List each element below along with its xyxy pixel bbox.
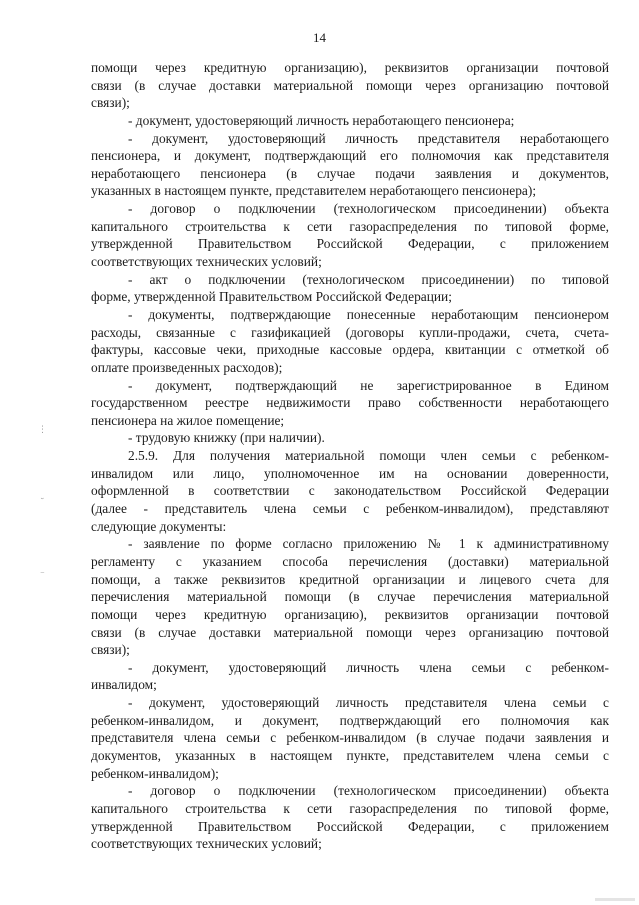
- text-line: представителя члена семьи с ребенком-инвалидом (в случае подачи заявления и: [91, 730, 609, 746]
- text-line: - документ, удостоверяющий личность члена семьи с ребенком-: [128, 659, 609, 675]
- text-line: оплате произведенных расходов);: [91, 359, 283, 375]
- text-line: связи (в случае доставки материальной помощи через организацию почтовой: [91, 624, 609, 640]
- text-line: - договор о подключении (технологическом присоединении) объекта: [128, 201, 609, 217]
- text-line: соответствующих технических условий;: [91, 254, 322, 270]
- text-line: утвержденной Правительством Российской Федерации, с приложением: [91, 236, 609, 252]
- scan-margin-mark: ⋮: [38, 425, 47, 435]
- text-line: инвалидом;: [91, 677, 157, 693]
- text-line: перечисления материальной помощи (в случае перечисления материальной: [91, 589, 609, 605]
- text-line: ребенком-инвалидом, и документ, подтверждающий его полномочия как: [91, 712, 609, 728]
- text-line: неработающего пенсионера (в случае подачи заявления и документов,: [91, 165, 609, 181]
- page-number: 14: [313, 30, 326, 45]
- text-line: пенсионера на жилое помещение;: [91, 412, 285, 428]
- text-line: расходы, связанные с газификацией (договоры купли-продажи, счета, счета-: [91, 324, 609, 340]
- text-line: помощи, а также реквизитов кредитной организации и лицевого счета для: [91, 571, 609, 587]
- scan-margin-mark: ⁻: [40, 570, 45, 580]
- text-line: оформленной в соответствии с законодательством Российской Федерации: [91, 483, 609, 499]
- text-line: - заявление по форме согласно приложению № 1 к административному: [128, 536, 609, 552]
- text-line: - документ, удостоверяющий личность представителя члена семьи с: [128, 695, 609, 711]
- text-line: пенсионера, и документ, подтверждающий его полномочия как представителя: [91, 148, 609, 164]
- text-line: связи);: [91, 642, 130, 658]
- text-line: капитального строительства к сети газораспределения по типовой форме,: [91, 800, 609, 816]
- text-line: помощи через кредитную организацию), реквизитов организации почтовой: [91, 606, 609, 622]
- text-line: - документ, удостоверяющий личность неработающего пенсионера;: [128, 112, 515, 128]
- text-line: - документы, подтверждающие понесенные неработающим пенсионером: [128, 306, 609, 322]
- text-line: связи);: [91, 95, 130, 111]
- text-line: государственном реестре недвижимости право собственности неработающего: [91, 395, 609, 411]
- text-line: капитального строительства к сети газораспределения по типовой форме,: [91, 218, 609, 234]
- text-line: документов, указанных в настоящем пункте, представителем члена семьи с: [91, 747, 609, 763]
- text-line: следующие документы:: [91, 518, 227, 534]
- text-line: связи (в случае доставки материальной помощи через организацию почтовой: [91, 77, 609, 93]
- text-line: ребенком-инвалидом);: [91, 765, 219, 781]
- text-line: - трудовую книжку (при наличии).: [128, 430, 325, 446]
- text-line: (далее - представитель члена семьи с ребенком-инвалидом), представляют: [91, 501, 609, 517]
- text-line: инвалидом или лицо, уполномоченное им на основании доверенности,: [91, 465, 609, 481]
- scan-margin-mark: ˘: [40, 498, 45, 508]
- text-line: соответствующих технических условий;: [91, 836, 322, 852]
- scan-edge-mark: [595, 898, 635, 901]
- body-text: [91, 59, 609, 853]
- text-line: регламенту с указанием способа перечисления (доставки) материальной: [91, 553, 609, 569]
- text-line: форме, утвержденной Правительством Российской Федерации;: [91, 289, 452, 305]
- text-line: указанных в настоящем пункте, представителем неработающего пенсионера);: [91, 183, 537, 199]
- text-line: - акт о подключении (технологическом присоединении) по типовой: [128, 271, 609, 287]
- text-line: - документ, подтверждающий не зарегистрированное в Едином: [128, 377, 609, 393]
- text-line: - документ, удостоверяющий личность представителя неработающего: [128, 130, 609, 146]
- text-line: утвержденной Правительством Российской Федерации, с приложением: [91, 818, 609, 834]
- text-line: фактуры, кассовые чеки, приходные кассовые ордера, квитанции с отметкой об: [91, 342, 609, 358]
- text-line: помощи через кредитную организацию), реквизитов организации почтовой: [91, 60, 609, 75]
- text-line: - договор о подключении (технологическом присоединении) объекта: [128, 783, 609, 799]
- text-line: 2.5.9. Для получения материальной помощи член семьи с ребенком-: [128, 448, 609, 464]
